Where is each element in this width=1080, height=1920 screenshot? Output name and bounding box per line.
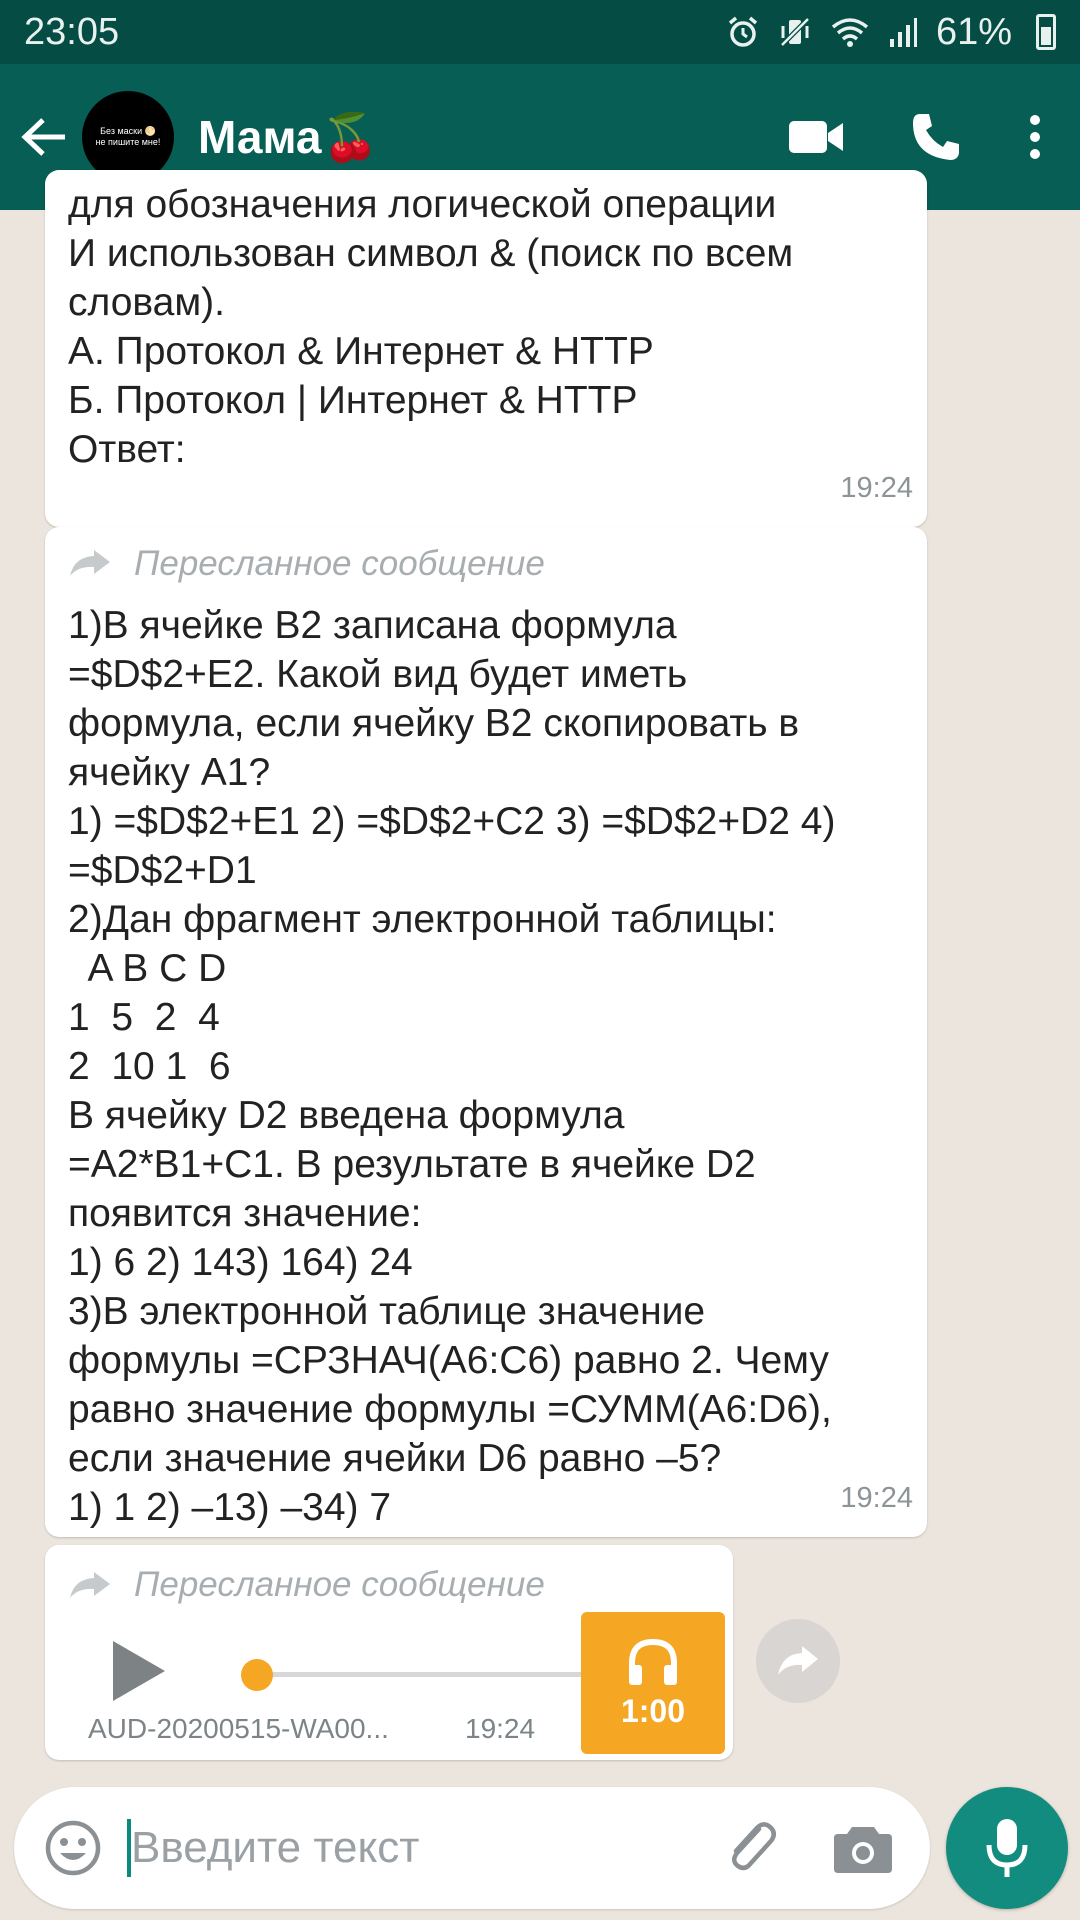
wifi-icon xyxy=(830,15,870,49)
message-bubble[interactable] xyxy=(45,170,927,527)
forward-button[interactable] xyxy=(756,1619,840,1703)
avatar-text-line2: не пишите мне! xyxy=(95,137,161,147)
attach-icon[interactable] xyxy=(719,1815,781,1877)
camera-icon[interactable] xyxy=(832,1819,894,1877)
alarm-icon xyxy=(726,15,760,49)
video-call-icon[interactable] xyxy=(788,117,844,157)
voice-record-button[interactable] xyxy=(946,1787,1068,1909)
forwarded-text: Пересланное сообщение xyxy=(134,1565,545,1604)
message-line: если значение ячейки D6 равно –5? xyxy=(68,1437,722,1480)
forward-arrow-icon xyxy=(776,1644,820,1678)
message-line: 1) =$D$2+E1 2) =$D$2+C2 3) =$D$2+D2 4) xyxy=(68,800,836,843)
message-line: 1)В ячейке В2 записана формула xyxy=(68,604,677,647)
voice-call-icon[interactable] xyxy=(910,111,962,163)
forward-arrow-icon xyxy=(68,548,112,578)
more-options-icon[interactable] xyxy=(1028,114,1042,160)
microphone-icon xyxy=(985,1817,1029,1879)
audio-seek-track[interactable] xyxy=(253,1672,588,1677)
audio-filename: AUD-20200515-WA00... xyxy=(88,1713,389,1744)
message-time: 19:24 xyxy=(840,472,913,504)
audio-thumbnail[interactable] xyxy=(581,1612,725,1754)
status-icons xyxy=(726,11,1056,54)
message-line: для обозначения логической операции xyxy=(68,183,777,226)
message-time: 19:24 xyxy=(465,1713,536,1744)
emoji-icon[interactable] xyxy=(44,1819,102,1877)
message-line: 2)Дан фрагмент электронной таблицы: xyxy=(68,898,777,941)
message-line: Б. Протокол | Интернет & HTTP xyxy=(68,379,638,422)
battery-percent: 61% xyxy=(935,10,1012,53)
message-line: равно значение формулы =СУММ(A6:D6), xyxy=(68,1388,832,1431)
audio-duration: 1:00 xyxy=(620,1692,686,1729)
message-line: A B C D xyxy=(68,947,227,990)
message-line: =$D$2+E2. Какой вид будет иметь xyxy=(68,653,688,696)
signal-icon xyxy=(888,15,918,49)
message-line: 2 10 1 6 xyxy=(68,1045,231,1088)
back-arrow-icon xyxy=(21,117,67,157)
message-line: А. Протокол & Интернет & HTTP xyxy=(68,330,654,373)
message-line: словам). xyxy=(68,281,225,324)
message-line: 1) 1 2) –13) –34) 7 xyxy=(68,1486,392,1529)
message-composer xyxy=(14,1787,930,1909)
message-line: ячейку А1? xyxy=(68,751,271,794)
status-bar xyxy=(0,0,1080,64)
message-bubble[interactable] xyxy=(45,527,927,1537)
headphones-icon xyxy=(626,1637,680,1687)
message-line: формулы =СРЗНАЧ(A6:C6) равно 2. Чему xyxy=(68,1339,829,1382)
audio-seek-thumb[interactable] xyxy=(241,1659,273,1691)
message-time: 19:24 xyxy=(840,1482,913,1514)
message-line: =A2*B1+C1. В результате в ячейке D2 xyxy=(68,1143,756,1186)
message-line: И использован символ & (поиск по всем xyxy=(68,232,794,275)
forwarded-label xyxy=(68,533,905,593)
forward-arrow-icon xyxy=(68,1570,112,1600)
forwarded-label xyxy=(68,1555,545,1615)
battery-icon xyxy=(1036,14,1056,50)
message-line: формула, если ячейку В2 скопировать в xyxy=(68,702,800,745)
message-line: 1) 6 2) 143) 164) 24 xyxy=(68,1241,413,1284)
message-input[interactable] xyxy=(131,1811,691,1885)
forwarded-text: Пересланное сообщение xyxy=(134,543,545,583)
vibrate-icon xyxy=(778,15,812,49)
avatar-text-line1: Без маски 🌕 xyxy=(100,126,156,136)
message-line: 3)В электронной таблице значение xyxy=(68,1290,706,1333)
message-line: появится значение: xyxy=(68,1192,422,1235)
message-line: =$D$2+D1 xyxy=(68,849,257,892)
contact-name[interactable]: Мама🍒 xyxy=(198,110,379,163)
play-icon[interactable] xyxy=(103,1631,173,1711)
status-time: 23:05 xyxy=(24,10,120,53)
message-line: 1 5 2 4 xyxy=(68,996,220,1039)
message-line: В ячейку D2 введена формула xyxy=(68,1094,625,1137)
message-line: Ответ: xyxy=(68,428,186,471)
